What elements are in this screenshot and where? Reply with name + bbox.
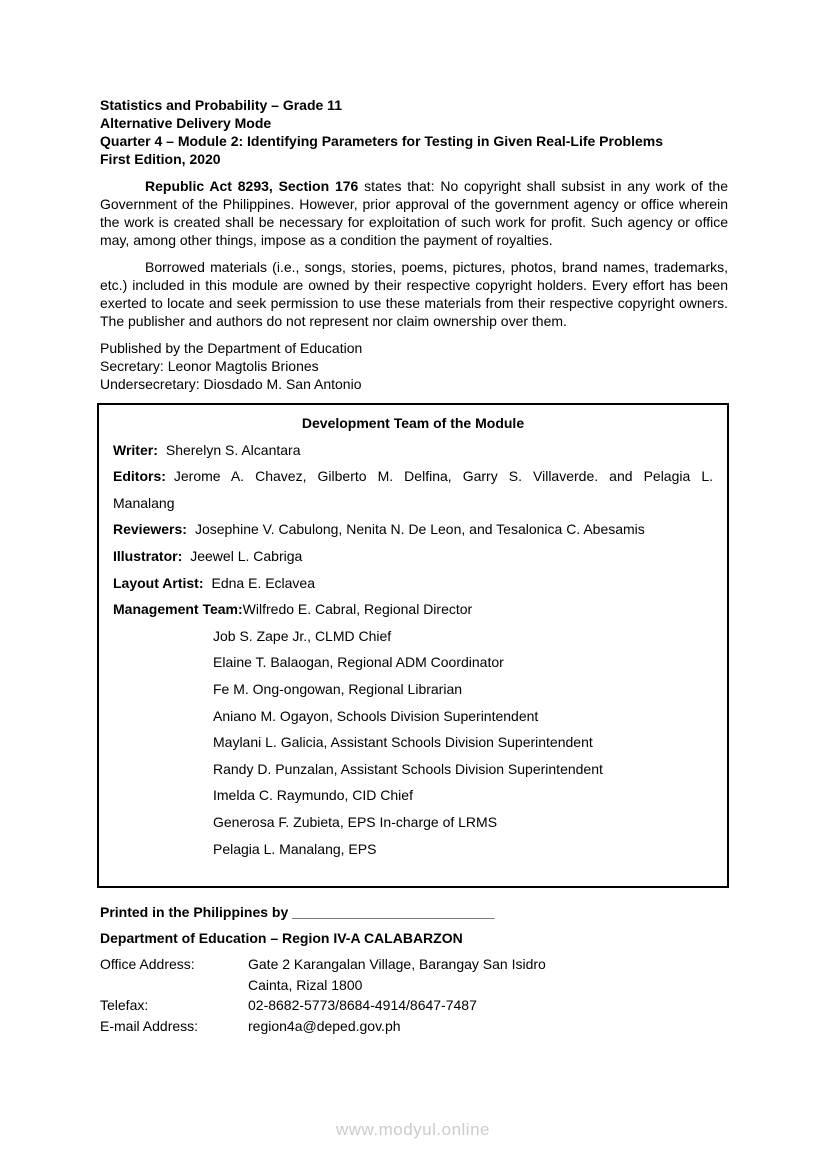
telefax-row: [100, 995, 728, 1016]
email-value: region4a@deped.gov.ph: [248, 1017, 401, 1034]
email-row: [100, 1016, 728, 1037]
writer-entry: [113, 437, 713, 464]
reviewers-entry: [113, 516, 713, 543]
management-member: Pelagia L. Manalang, EPS: [213, 840, 377, 857]
illustrator-value: Jeewel L. Cabriga: [190, 547, 303, 564]
reviewers-label: Reviewers:: [113, 521, 187, 538]
writer-value: Sherelyn S. Alcantara: [165, 441, 301, 458]
office-address-label2: [100, 975, 248, 996]
email-label: E-mail Address:: [100, 1017, 199, 1034]
editors-value-line1: Jerome A. Chavez, Gilberto M. Delfina, Garry S. Villaverde. and Pelagia L.: [173, 468, 713, 485]
development-team-title: Development Team of the Module: [301, 415, 525, 431]
reviewers-value: Josephine V. Cabulong, Nenita N. De Leon, and Tesalonica C. Abesamis: [194, 521, 645, 538]
illustrator-entry: [113, 543, 713, 570]
management-member: Wilfredo E. Cabral, Regional Director: [242, 601, 473, 618]
published-by-line: Published by the Department of Education: [100, 340, 363, 356]
borrowed-materials-paragraph: Borrowed materials (i.e., songs, stories, poems, pictures, photos, brand names, trademarks, etc.) included in this module are owned by their respective copyright holders. Every effort has been exerted to locate and seek permission to use these materials from their respective copyright owners. The publisher and authors do not represent nor claim ownership over them.: [100, 259, 728, 329]
republic-act-bold-lead: Republic Act 8293, Section 176: [145, 178, 359, 194]
layout-artist-label: Layout Artist:: [113, 574, 204, 591]
copyright-paragraph: [100, 177, 728, 249]
management-team-label: Management Team:: [113, 601, 243, 618]
editors-entry: [113, 463, 713, 516]
telefax-value: 02-8682-5773/8684-4914/8647-7487: [248, 997, 477, 1014]
management-member: Fe M. Ong-ongowan, Regional Librarian: [213, 680, 463, 697]
watermark: www.modyul.online: [335, 1120, 490, 1139]
undersecretary-line: Undersecretary: Diosdado M. San Antonio: [100, 376, 362, 392]
republic-act-text: states that: No copyright shall subsist in any work of the Government of the Philippines. However, prior approval of the government agency or office wherein the work is created shall be necessary for exploitation of such work for profit. Such agency or office may, among other things, impose as a condition the payment of royalties.: [100, 178, 728, 248]
header-line-edition: First Edition, 2020: [100, 151, 221, 167]
office-address-value2: Cainta, Rizal 1800: [248, 976, 363, 993]
contact-info-block: [100, 954, 728, 1036]
management-team-entry: [113, 596, 713, 623]
header-line-mode: Alternative Delivery Mode: [100, 115, 272, 131]
editors-value-line2: Manalang: [113, 494, 175, 511]
office-address-value: Gate 2 Karangalan Village, Barangay San Isidro: [248, 956, 546, 973]
module-header: [100, 96, 728, 168]
published-block: [100, 339, 728, 393]
layout-artist-entry: [113, 570, 713, 597]
writer-label: Writer:: [113, 441, 158, 458]
management-member: Aniano M. Ogayon, Schools Division Superintendent: [213, 707, 539, 724]
header-line-module: Quarter 4 – Module 2: Identifying Parameters for Testing in Given Real-Life Problems: [100, 133, 663, 149]
management-member: Randy D. Punzalan, Assistant Schools Division Superintendent: [213, 760, 603, 777]
department-region-line: Department of Education – Region IV-A CALABARZON: [100, 930, 463, 947]
illustrator-label: Illustrator:: [113, 547, 183, 564]
secretary-line: Secretary: Leonor Magtolis Briones: [100, 358, 319, 374]
document-content: [100, 96, 728, 1036]
layout-artist-value: Edna E. Eclavea: [211, 574, 315, 591]
management-member: Elaine T. Balaogan, Regional ADM Coordinator: [213, 654, 504, 671]
office-address-row2: [100, 975, 728, 996]
editors-label: Editors:: [113, 468, 166, 485]
management-member: Job S. Zape Jr., CLMD Chief: [213, 627, 392, 644]
office-address-row: [100, 954, 728, 975]
office-address-label: Office Address:: [100, 956, 195, 973]
management-member: Maylani L. Galicia, Assistant Schools Division Superintendent: [213, 734, 593, 751]
development-team-box: [97, 403, 729, 888]
telefax-label: Telefax:: [100, 997, 149, 1014]
management-member: Imelda C. Raymundo, CID Chief: [213, 787, 413, 804]
editors-line1: [113, 463, 713, 490]
management-member: Generosa F. Zubieta, EPS In-charge of LRMS: [213, 813, 498, 830]
printed-in-philippines-line: Printed in the Philippines by __________________________: [100, 904, 495, 921]
header-line-subject: Statistics and Probability – Grade 11: [100, 97, 342, 113]
